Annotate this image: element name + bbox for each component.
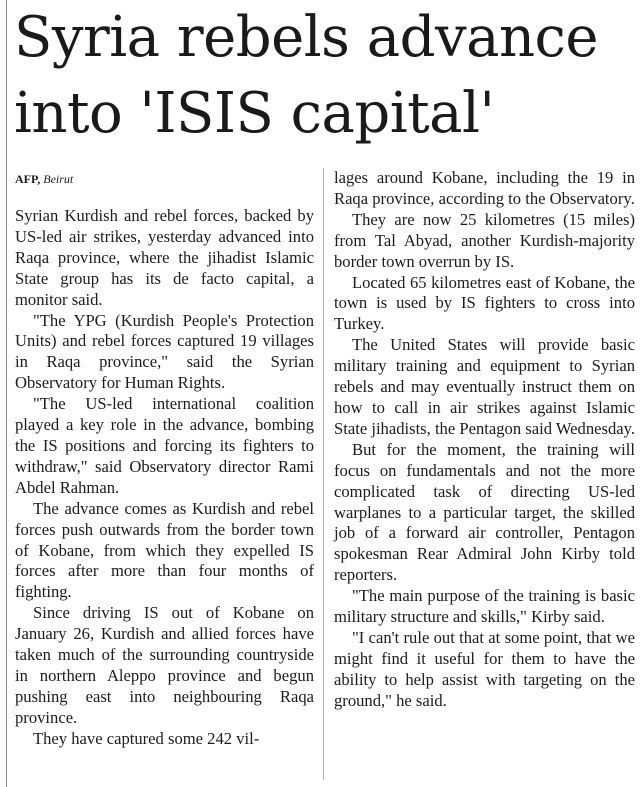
paragraph: They have captured some 242 vil- — [33, 728, 260, 748]
paragraph: "The main purpose of the training is basic military structure and skills," Kirby said. — [334, 586, 635, 627]
byline-place: Beirut — [43, 172, 74, 186]
column-divider — [323, 168, 324, 780]
paragraph: Since driving IS out of Kobane on January 26, Kurdish and allied forces have taken much of the surrounding countryside in northern Aleppo province and begun pushing east into neighbouring Raqa province. — [15, 603, 314, 727]
paragraph: Syrian Kurdish and rebel forces, backed by US-led air strikes, yesterday advanced into Raqa province, where the jihadist Islamic State group has its de facto capital, a monitor said. — [15, 206, 314, 309]
paragraph: The advance comes as Kurdish and rebel forces push outwards from the border town of Kobane, from which they expelled IS forces after more than four months of fighting. — [15, 498, 314, 602]
page-left-rule — [6, 0, 7, 787]
article-column-left — [15, 176, 314, 750]
headline-line-2: into 'ISIS capital' — [14, 81, 495, 146]
paragraph: Located 65 kilometres east of Kobane, the town is used by IS fighters to cross into Turkey. — [334, 272, 635, 334]
paragraph: "The US-led international coalition played a key role in the advance, bombing the IS positions and forcing its fighters to withdraw," said Observatory director Rami Abdel Rahman. — [15, 394, 314, 497]
headline-line-1: Syria rebels advance — [14, 5, 599, 70]
paragraph: lages around Kobane, including the 19 in Raqa province, according to the Observatory. — [334, 168, 635, 208]
paragraph: The United States will provide basic military training and equipment to Syrian rebels and may eventually instruct them on how to call in air strikes against Islamic State jihadists, the Pentagon said Wednesday. — [334, 335, 635, 438]
paragraph: They are now 25 kilometres (15 miles) from Tal Abyad, another Kurdish-majority border town overrun by IS. — [334, 209, 635, 271]
paragraph: But for the moment, the training will focus on fundamentals and not the more complicated task of directing US-led warplanes to a particular target, the skilled job of a forward air controller, Pentagon spokesman Rear Admiral John Kirby told reporters. — [334, 439, 635, 585]
byline-agency: AFP, — [15, 172, 41, 186]
paragraph: "I can't rule out that at some point, that we might find it useful for them to have the ability to help assist with targeting on the ground," he said. — [334, 627, 635, 710]
headline — [14, 0, 642, 152]
article-column-right — [334, 168, 635, 712]
paragraph: "The YPG (Kurdish People's Protection Units) and rebel forces captured 19 villages in Raqa province," said the Syrian Observatory for Human Rights. — [15, 310, 314, 393]
